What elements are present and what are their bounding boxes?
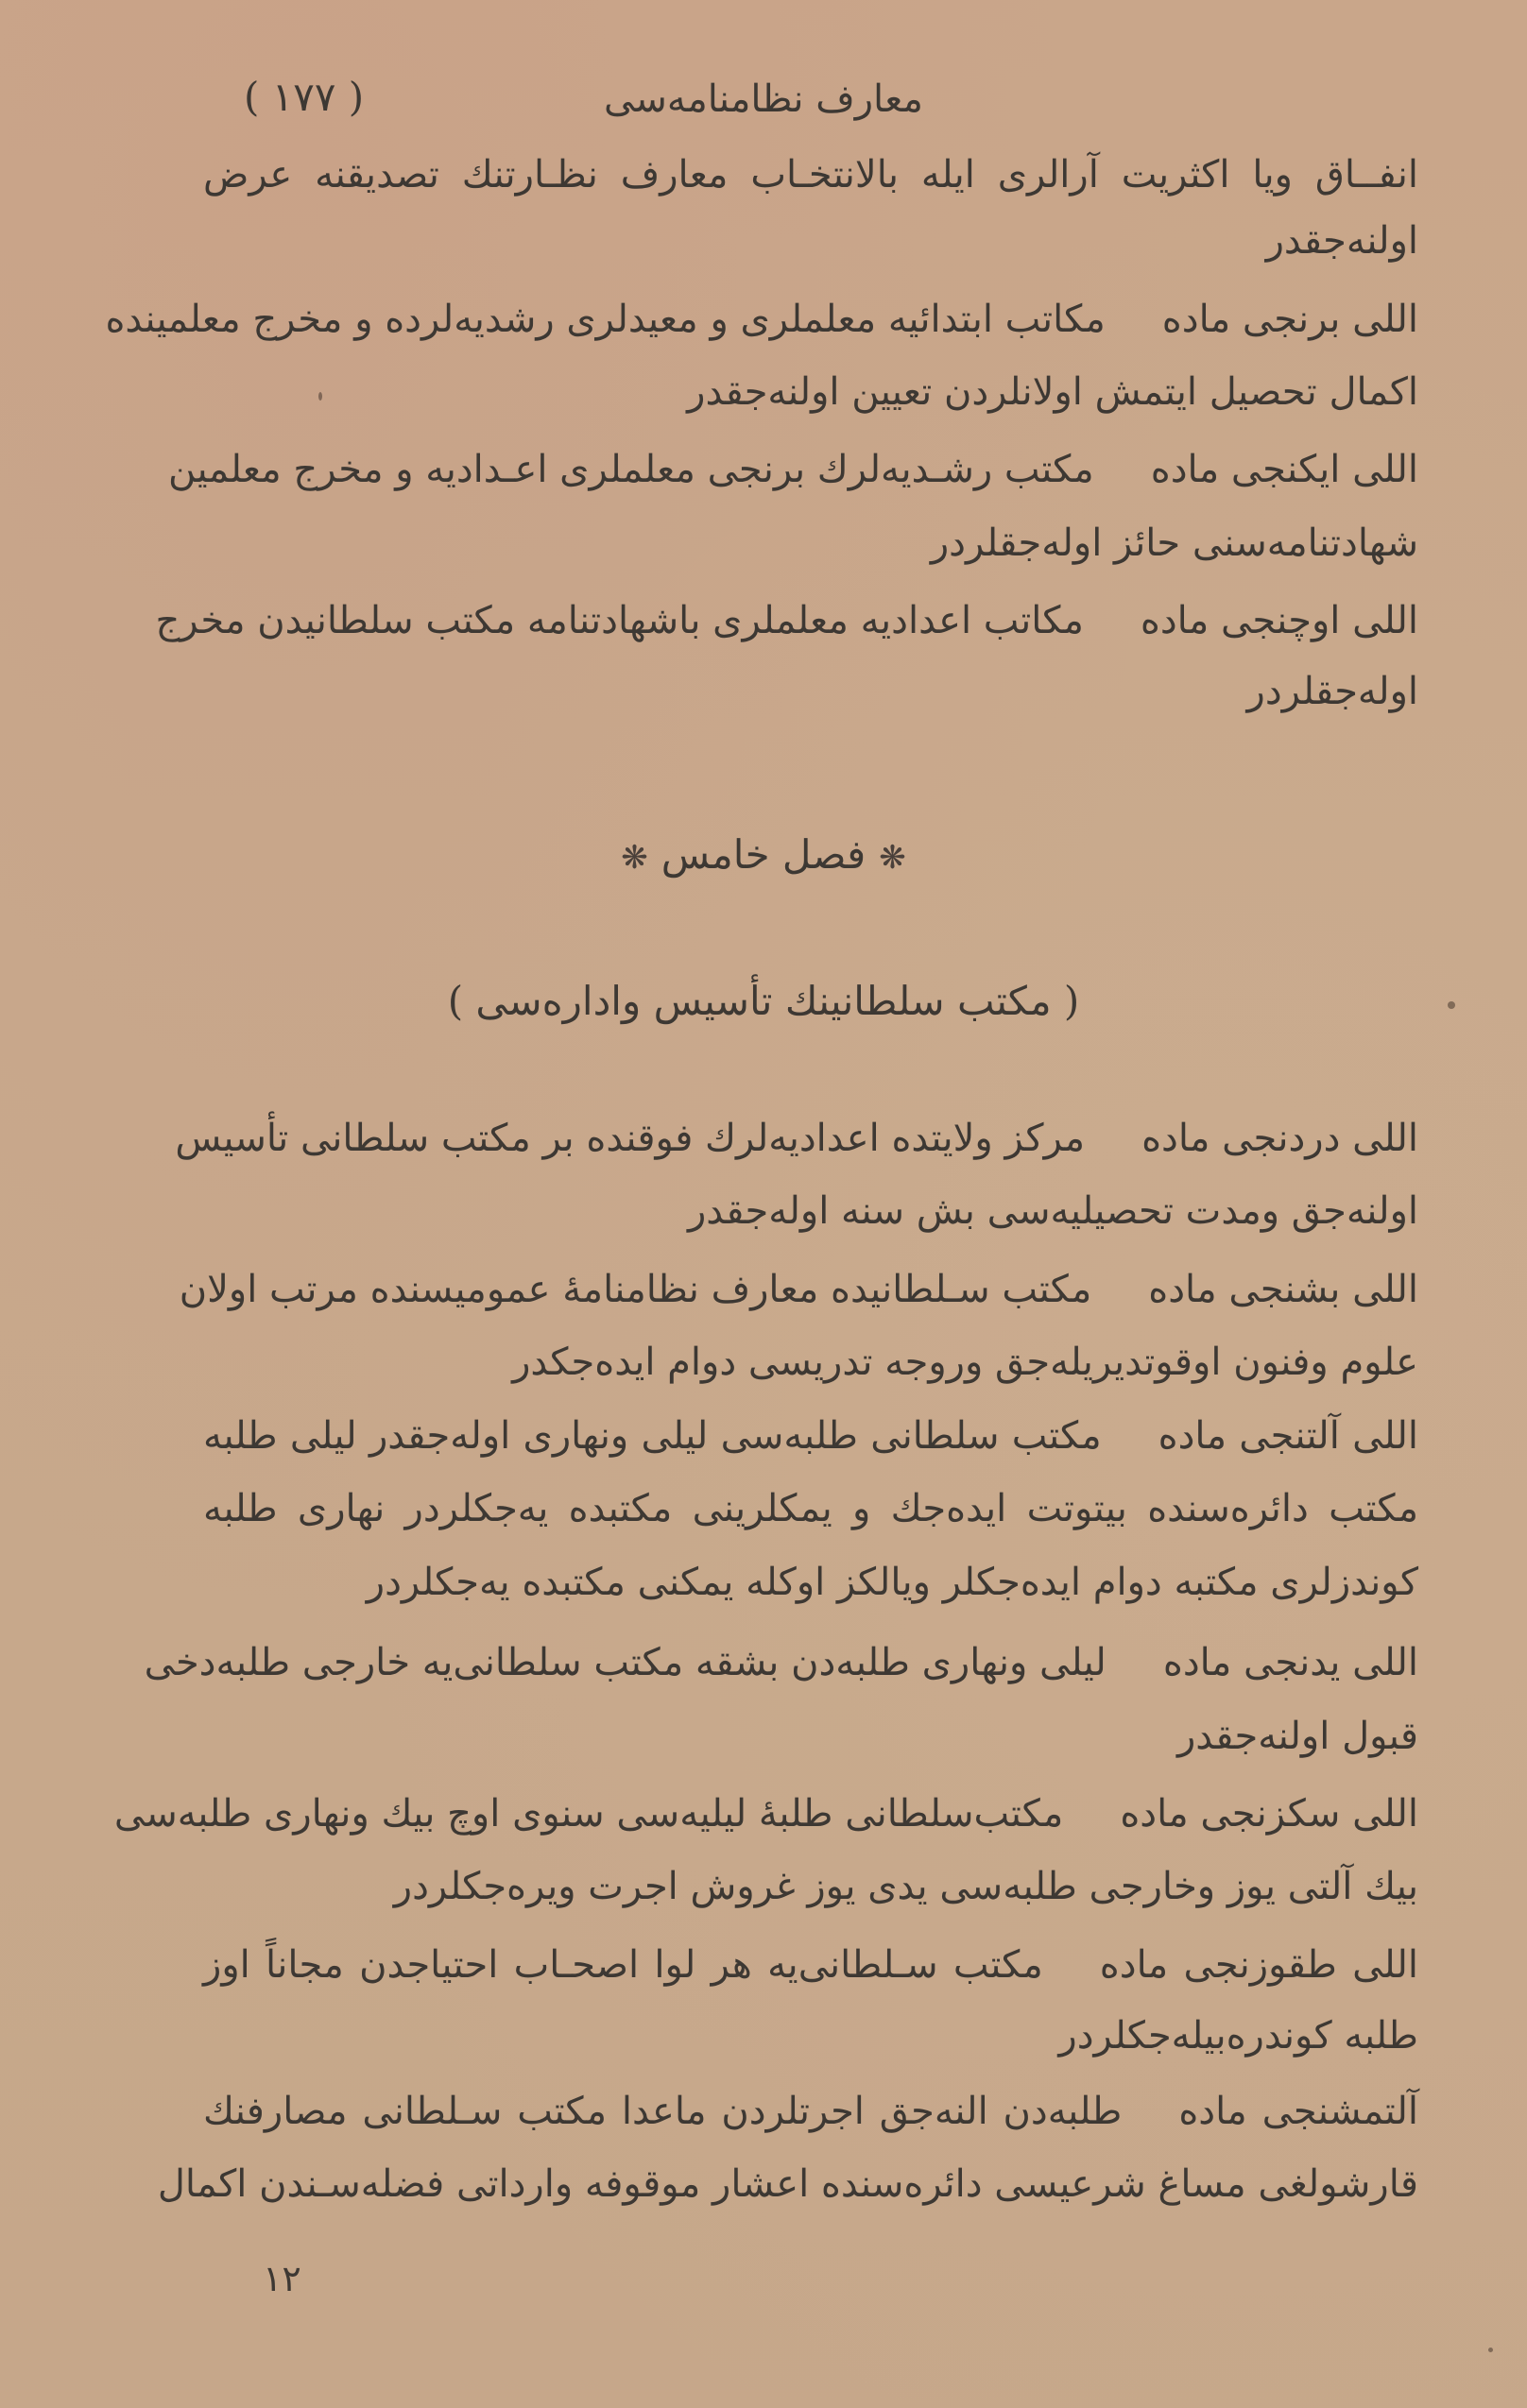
section-heading	[0, 831, 1527, 878]
paper-speck	[318, 392, 322, 401]
text-line: قارشولغی مساغ شرعیسی دائره‌سنده اعشار موقوفه وارداتی فضله‌سـندن اکمال	[157, 2162, 1418, 2206]
article-60-line-1: آلتمشنجی مادهطلبه‌دن النه‌جق اجرتلردن ماعدا مکتب سـلطانی مصارفنك	[203, 2090, 1419, 2133]
article-label: اللی اوچنجی ماده	[1140, 599, 1418, 642]
article-57-line-1: اللی یدنجی مادهلیلی ونهاری طلبه‌دن بشقه مکتب سلطانی‌یه خارجی طلبه‌دخی	[144, 1641, 1418, 1684]
text-line: اولنه‌جق ومدت تحصیلیه‌سی بش سنه اوله‌جقدر	[687, 1189, 1418, 1233]
article-56-line-1: اللی آلتنجی مادهمکتب سلطانی طلبه‌سی لیلی ونهاری اوله‌جقدر لیلی طلبه	[203, 1414, 1418, 1458]
text-line: قبول اولنه‌جقدر	[1176, 1715, 1418, 1758]
article-label: اللی بشنجی ماده	[1148, 1268, 1418, 1311]
article-55-line-1: اللی بشنجی مادهمکتب سـلطانیده معارف نظامنامهٔ عمومیسنده مرتب اولان	[179, 1268, 1418, 1311]
section-subheading: ( مکتب سلطانینك تأسیس وادارەسی )	[447, 978, 1080, 1024]
article-label: اللی آلتنجی ماده	[1158, 1414, 1418, 1458]
article-label: اللی دردنجی ماده	[1141, 1117, 1418, 1160]
text-line: طلبه کوندره‌بیله‌جکلردر	[1058, 2014, 1418, 2058]
ornament-icon: ❋	[879, 839, 906, 877]
ornament-icon: ❋	[621, 839, 648, 877]
page-number: ( ۱۷۷ )	[244, 74, 365, 120]
text-line: مکتب دائره‌سنده بیتوتت ایده‌جك و یمکلرینی مکتبده یه‌جکلردر نهاری طلبه	[203, 1487, 1418, 1530]
article-label: اللی ایکنجی ماده	[1150, 448, 1418, 491]
running-header-title: معارف نظامنامه‌سی	[604, 77, 923, 121]
article-51-line-1: اللی برنجی مادهمکاتب ابتدائیه معلملری و معیدلری رشدیه‌لرده و مخرج معلمینده	[105, 298, 1418, 341]
signature-mark: ۱۲	[263, 2258, 301, 2299]
article-53-line-1: اللی اوچنجی مادهمکاتب اعدادیه معلملری باشهادتنامه مکتب سلطانیدن مخرج	[155, 599, 1418, 642]
article-58-line-1: اللی سکزنجی مادهمکتب‌سلطانی طلبهٔ لیلیه‌سی سنوی اوچ بیك ونهاری طلبه‌سی	[113, 1792, 1418, 1836]
article-label: اللی یدنجی ماده	[1162, 1641, 1418, 1684]
text-line: اولنه‌جقدر	[1265, 219, 1418, 263]
text-line: کوندزلری مکتبه دوام ایده‌جکلر ویالکز اوکله یمکنی مکتبده یه‌جکلردر	[366, 1561, 1418, 1604]
article-label: اللی سکزنجی ماده	[1120, 1792, 1418, 1836]
article-54-line-1: اللی دردنجی مادهمرکز ولایتده اعدادیه‌لرك فوقنده بر مکتب سلطانی تأسیس	[175, 1117, 1418, 1160]
text-line: اوله‌جقلردر	[1246, 670, 1418, 713]
text-line: انفــاق ویا اکثریت آرالری ایله بالانتخـاب معارف نظـارتنك تصدیقنه عرض	[203, 153, 1418, 196]
article-label: اللی طقوزنجی ماده	[1099, 1943, 1418, 1987]
paper-speck	[1448, 1001, 1455, 1009]
article-label: اللی برنجی ماده	[1161, 298, 1418, 341]
text-line: شهادتنامه‌سنی حائز اوله‌جقلردر	[930, 521, 1418, 565]
article-label: آلتمشنجی ماده	[1178, 2090, 1419, 2133]
article-59-line-1: اللی طقوزنجی مادهمکتب سـلطانی‌یه هر لوا اصحـاب احتیاجدن مجاناً اوز	[203, 1943, 1418, 1987]
section-heading-text: فصل خامس	[661, 831, 866, 878]
text-line: بیك آلتی یوز وخارجی طلبه‌سی یدی یوز غروش اجرت ویره‌جکلردر	[393, 1865, 1418, 1908]
article-52-line-1: اللی ایکنجی مادهمکتب رشـدیه‌لرك برنجی معلملری اعـدادیه و مخرج معلمین	[168, 448, 1418, 491]
text-line: علوم وفنون اوقوتدیریله‌جق وروجه تدریسی دوام ایده‌جکدر	[512, 1341, 1418, 1384]
text-line: اکمال تحصیل ایتمش اولانلردن تعیین اولنه‌جقدر	[687, 370, 1418, 414]
paper-speck	[1488, 2348, 1493, 2352]
